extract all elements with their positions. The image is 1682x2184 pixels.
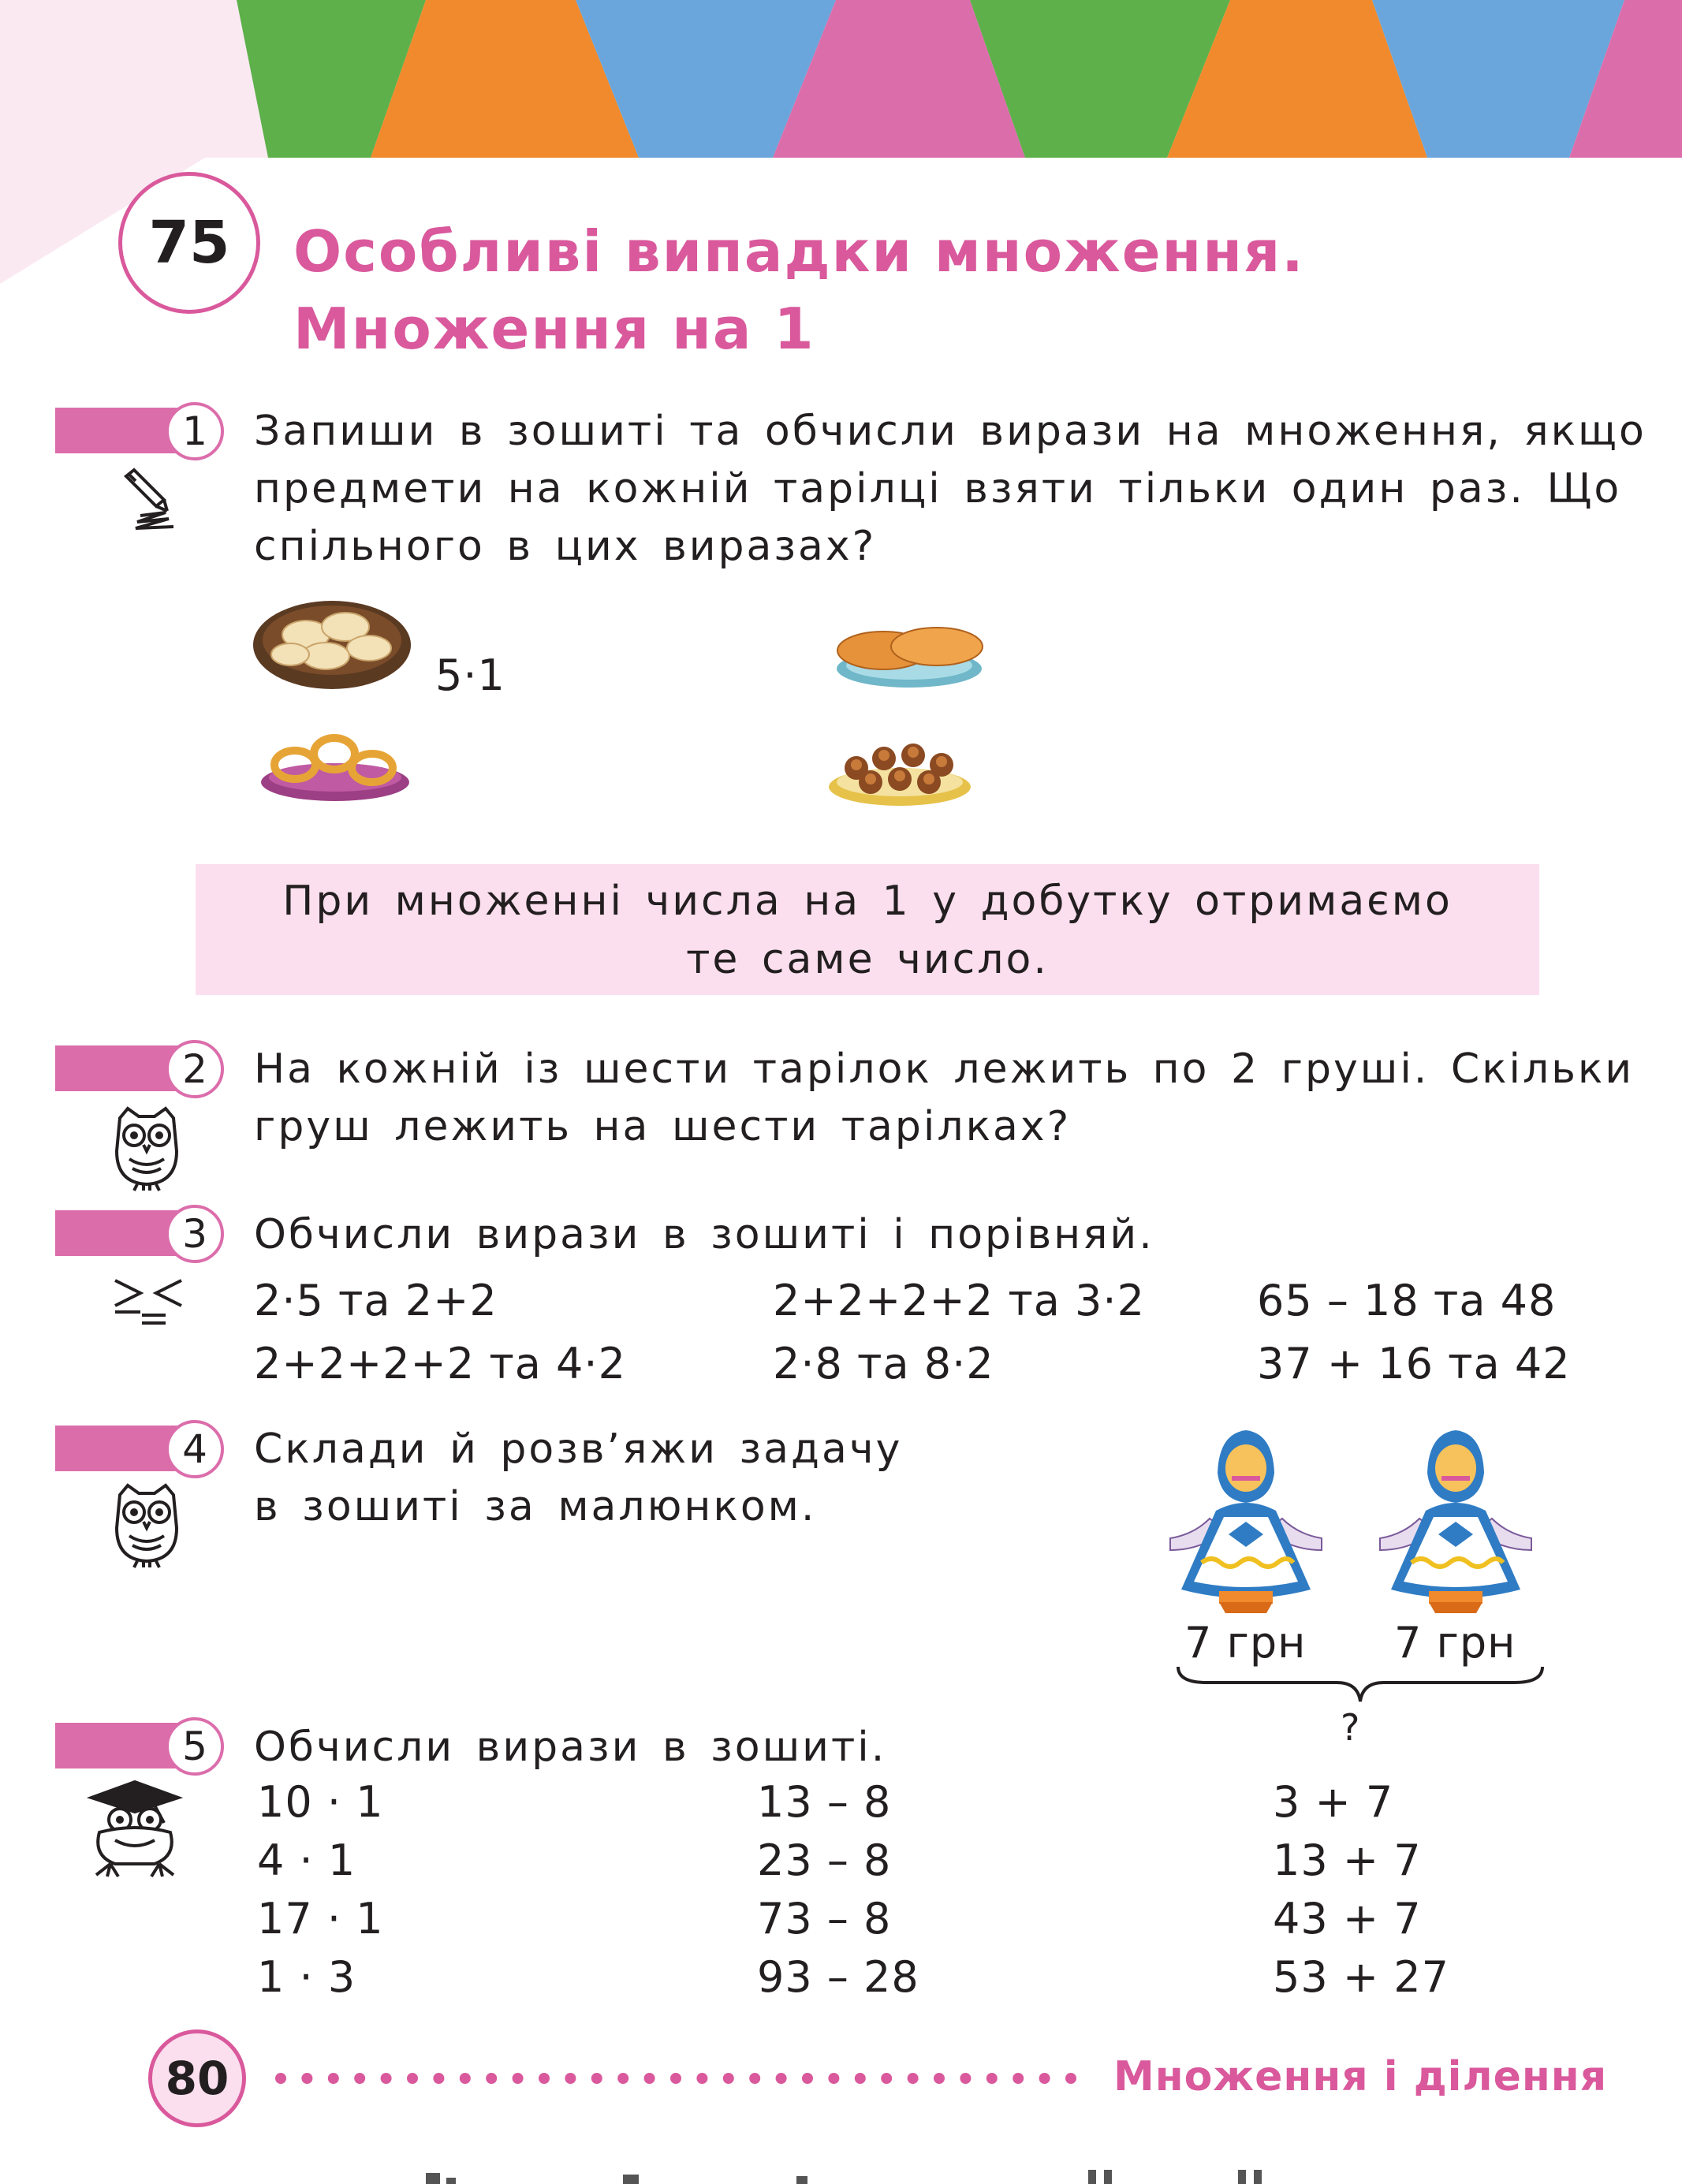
plate-dumplings-image: [251, 591, 416, 692]
task1-text: [254, 403, 1647, 576]
footer-dot: [670, 2073, 681, 2084]
task3-expr: 2·8 та 8·2: [773, 1339, 994, 1388]
footer-dot: [1013, 2073, 1024, 2084]
task3-expr: 2+2+2+2 та 4·2: [254, 1339, 626, 1388]
owl-icon: [109, 1104, 185, 1192]
lesson-title-line1: Особливі випадки множення.: [293, 218, 1305, 285]
footer-dot: [776, 2073, 787, 2084]
compare-signs-icon: [110, 1276, 186, 1326]
doll-image: [1162, 1424, 1330, 1613]
task3-expr: 65 – 18 та 48: [1257, 1276, 1557, 1325]
task4-line: в зошиті за малюнком.: [254, 1483, 817, 1530]
task5-expr: 23 – 8: [757, 1836, 892, 1885]
footer-dot: [539, 2073, 550, 2084]
task3-number: 3: [166, 1205, 224, 1263]
footer-dot: [407, 2073, 418, 2084]
footer-dot: [986, 2073, 998, 2084]
task4-line: Склади й розв’яжи задачу: [254, 1426, 903, 1473]
footer-dot: [749, 2073, 760, 2084]
footer-dot: [433, 2073, 444, 2084]
task5-expr: 93 – 28: [757, 1952, 919, 2002]
task5-expr: 53 + 27: [1273, 1952, 1450, 2002]
task2-line: груш лежить на шести тарілках?: [254, 1103, 1072, 1150]
task5-expr: 43 + 7: [1273, 1894, 1422, 1944]
footer-dot: [381, 2073, 392, 2084]
task5-expr: 3 + 7: [1273, 1777, 1394, 1827]
doll-price: 7 грн: [1394, 1618, 1516, 1668]
section-title: Множення і ділення: [1113, 2053, 1608, 2100]
task1-line: предмети на кожній тарілці взяти тільки один раз. Що: [254, 465, 1622, 512]
task5-expr: 13 – 8: [757, 1777, 892, 1827]
task5-expr: 1 · 3: [257, 1952, 356, 2002]
task5-title: Обчисли вирази в зошиті.: [254, 1724, 887, 1771]
footer-dot: [908, 2073, 919, 2084]
footer-dot: [934, 2073, 945, 2084]
footer-dot: [855, 2073, 866, 2084]
page-number: 80: [148, 2029, 246, 2127]
pencil-writing-icon: [118, 467, 189, 538]
footer-dot: [1039, 2073, 1050, 2084]
footer-dot: [354, 2073, 365, 2084]
footer-dot: [591, 2073, 602, 2084]
footer-dot: [960, 2073, 971, 2084]
rule-line: При множенні числа на 1 у добутку отримаємо: [282, 878, 1453, 925]
rule-text: [196, 872, 1539, 989]
task1-line: спільного в цих виразах?: [254, 523, 877, 570]
plate-bagels-image: [257, 719, 413, 807]
task4-text: [254, 1421, 902, 1536]
task4-number: 4: [166, 1420, 224, 1478]
plate-pies-image: [826, 607, 992, 692]
cut-off-bottom-line: [0, 2160, 1682, 2184]
task3-expr: 2·5 та 2+2: [254, 1276, 498, 1325]
top-banner: [0, 0, 1682, 158]
lesson-title-line2: Множення на 1: [293, 296, 815, 362]
task5-expr: 73 – 8: [757, 1894, 892, 1944]
task2-line: На кожній із шести тарілок лежить по 2 груші. Скільки: [254, 1045, 1635, 1093]
footer-dot: [301, 2073, 312, 2084]
question-mark: ?: [1341, 1706, 1361, 1749]
doll-image: [1372, 1424, 1539, 1613]
footer-dot: [802, 2073, 813, 2084]
task5-expr: 10 · 1: [257, 1777, 384, 1827]
footer-dot: [513, 2073, 524, 2084]
footer-dot: [828, 2073, 839, 2084]
task3-expr: 2+2+2+2 та 3·2: [773, 1276, 1145, 1325]
task1-example: 5·1: [435, 650, 505, 700]
footer-dotted-line: [273, 2070, 1093, 2086]
task5-expr: 4 · 1: [257, 1836, 356, 1885]
task3-title: Обчисли вирази в зошиті і порівняй.: [254, 1211, 1154, 1258]
footer-dot: [460, 2073, 471, 2084]
footer-dot: [486, 2073, 497, 2084]
task2-number: 2: [166, 1040, 224, 1098]
task5-expr: 17 · 1: [257, 1894, 384, 1944]
rule-line: те саме число.: [686, 936, 1049, 983]
frog-graduate-icon: [76, 1777, 194, 1880]
lesson-title: [293, 213, 1305, 367]
footer-dot: [617, 2073, 628, 2084]
plate-cookies-image: [825, 724, 975, 809]
task1-line: Запиши в зошиті та обчисли вирази на множення, якщо: [254, 408, 1647, 455]
footer-dot: [565, 2073, 576, 2084]
footer-dot: [1065, 2073, 1076, 2084]
footer-dot: [696, 2073, 707, 2084]
task2-text: [254, 1041, 1634, 1156]
footer-dot: [723, 2073, 734, 2084]
footer-dot: [328, 2073, 339, 2084]
doll-price: 7 грн: [1184, 1618, 1307, 1668]
owl-icon: [109, 1481, 185, 1569]
task5-number: 5: [166, 1717, 224, 1776]
footer-dot: [881, 2073, 892, 2084]
footer-dot: [644, 2073, 655, 2084]
task1-number: 1: [166, 402, 224, 460]
footer-dot: [275, 2073, 286, 2084]
task5-expr: 13 + 7: [1273, 1836, 1422, 1885]
lesson-number: 75: [118, 172, 260, 314]
curly-brace: [1175, 1664, 1546, 1705]
task3-expr: 37 + 16 та 42: [1257, 1339, 1571, 1388]
